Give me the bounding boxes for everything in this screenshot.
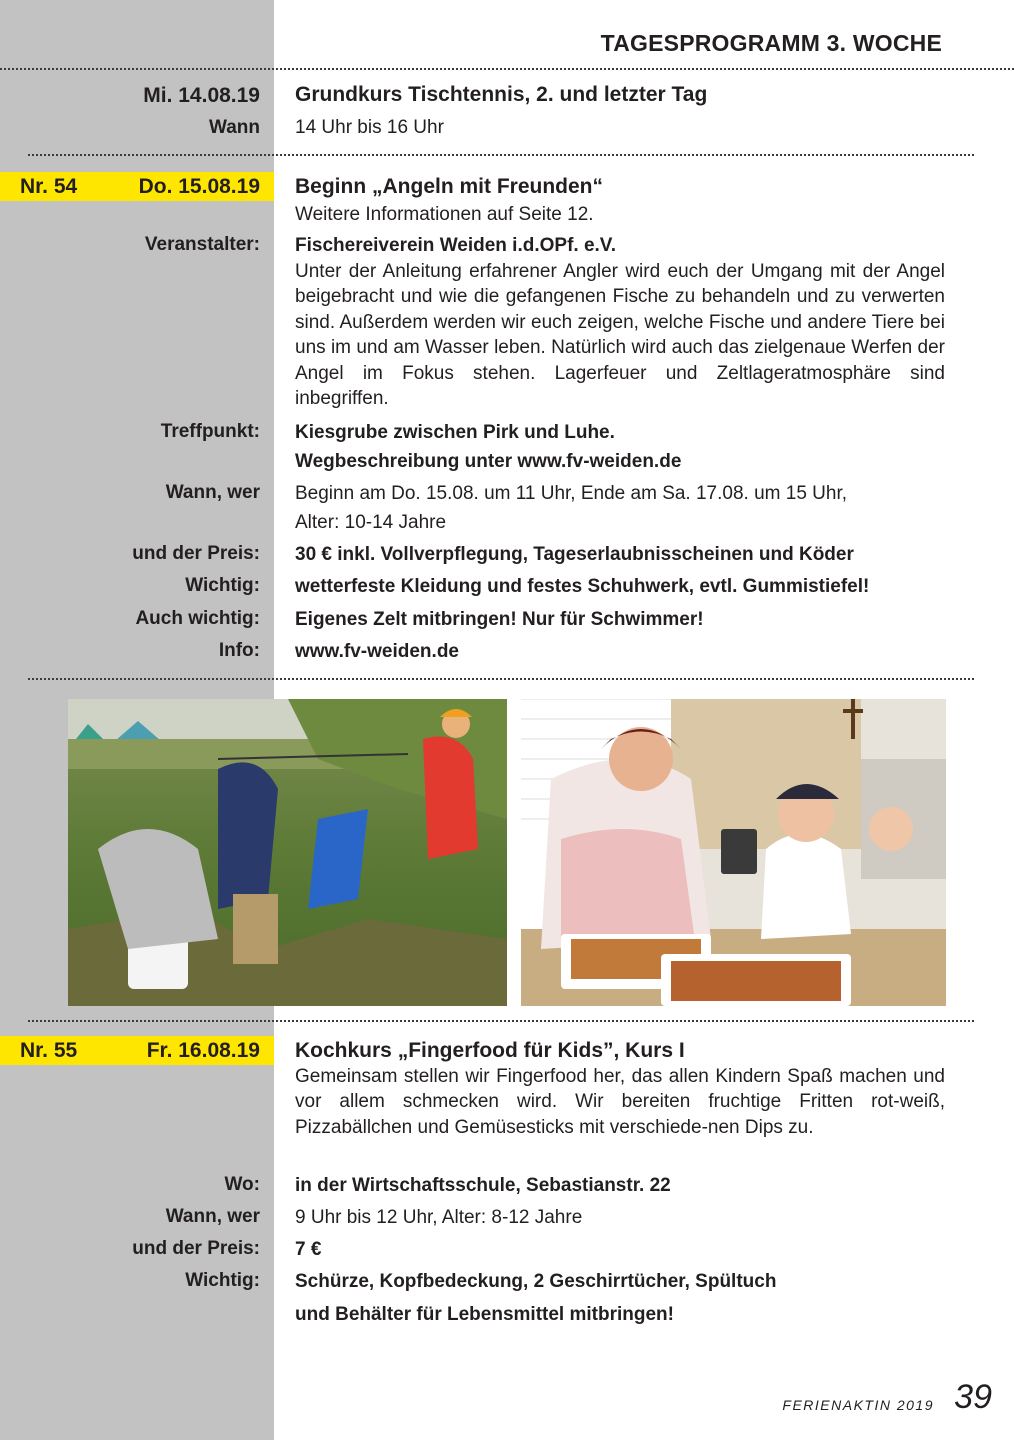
- label-treffpunkt: Treffpunkt:: [160, 421, 260, 442]
- footer-brand: FERIENAKTIN 2019: [782, 1397, 934, 1413]
- value-treffpunkt-line2: Wegbeschreibung unter www.fv-weiden.de: [295, 451, 682, 472]
- divider: [28, 1020, 974, 1022]
- value-wann-line2: Alter: 10-14 Jahre: [295, 512, 447, 533]
- label-wann-wer: Wann, wer: [165, 1206, 260, 1227]
- label-preis: und der Preis:: [132, 1238, 260, 1259]
- value-wichtig: wetterfeste Kleidung und festes Schuhwerk, evtl. Gummistiefel!: [295, 576, 870, 597]
- value-auch-wichtig: Eigenes Zelt mitbringen! Nur für Schwimmer!: [295, 609, 704, 630]
- value-info: www.fv-weiden.de: [295, 641, 459, 662]
- event-date: Fr. 16.08.19: [146, 1039, 260, 1062]
- label-preis: und der Preis:: [132, 543, 260, 564]
- value-veranstalter: Fischereiverein Weiden i.d.OPf. e.V.: [295, 235, 617, 256]
- label-wann-wer: Wann, wer: [165, 482, 260, 503]
- divider: [0, 68, 1014, 70]
- label-wann: Wann: [208, 117, 260, 138]
- divider: [28, 154, 974, 156]
- value-wichtig-line1: Schürze, Kopfbedeckung, 2 Geschirrtücher, Spültuch: [295, 1271, 777, 1292]
- value-wann-line1: Beginn am Do. 15.08. um 11 Uhr, Ende am Sa. 17.08. um 15 Uhr,: [295, 483, 848, 504]
- event-title: Beginn „Angeln mit Freunden“: [295, 175, 603, 198]
- event-title: Grundkurs Tischtennis, 2. und letzter Tag: [295, 83, 708, 106]
- label-auch-wichtig: Auch wichtig:: [135, 608, 260, 629]
- label-wichtig: Wichtig:: [185, 575, 260, 596]
- page-number: 39: [954, 1378, 992, 1416]
- value-preis: 30 € inkl. Vollverpflegung, Tageserlaubnisscheinen und Köder: [295, 544, 854, 565]
- value-wann: 9 Uhr bis 12 Uhr, Alter: 8-12 Jahre: [295, 1207, 583, 1228]
- event-number: Nr. 54: [20, 175, 78, 198]
- page-title: TAGESPROGRAMM 3. WOCHE: [600, 30, 942, 56]
- cooking-photo: [521, 699, 946, 1006]
- event-date: Mi. 14.08.19: [143, 84, 260, 107]
- event-number: Nr. 55: [20, 1039, 78, 1062]
- label-veranstalter: Veranstalter:: [144, 234, 260, 255]
- fishing-photo: [68, 699, 507, 1006]
- event-date: Do. 15.08.19: [138, 175, 260, 198]
- label-info: Info:: [218, 640, 260, 661]
- divider: [28, 678, 974, 680]
- value-preis: 7 €: [295, 1239, 322, 1260]
- value-treffpunkt-line1: Kiesgrube zwischen Pirk und Luhe.: [295, 422, 615, 443]
- event-description: Gemeinsam stellen wir Fingerfood her, das allen Kindern Spaß machen und vor allem schmecken wird. Wir bereiten fruchtige Fritten rot-weiß, Pizzabällchen und Gemüsesticks mit verschiede-nen Dips zu.: [295, 1066, 945, 1138]
- value-wo: in der Wirtschaftsschule, Sebastianstr. 22: [295, 1175, 671, 1196]
- event-description: Unter der Anleitung erfahrener Angler wird euch der Umgang mit der Angel beigebracht und wie die gefangenen Fische zu behandeln und zu verwerten sind. Außerdem werden wir euch zeigen, welche Fische und andere Tiere bei uns im und am Wasser leben. Natürlich wird auch das zielgenaue Werfen der Angel im Fokus stehen. Lagerfeuer und Zeltlageratmosphäre sind inbegriffen.: [295, 261, 945, 410]
- value-wichtig-line2: und Behälter für Lebensmittel mitbringen!: [295, 1304, 674, 1325]
- label-wichtig: Wichtig:: [185, 1270, 260, 1291]
- value-wann: 14 Uhr bis 16 Uhr: [295, 117, 444, 138]
- event-subtitle: Weitere Informationen auf Seite 12.: [295, 204, 594, 225]
- event-title: Kochkurs „Fingerfood für Kids”, Kurs I: [295, 1039, 685, 1062]
- label-wo: Wo:: [224, 1174, 260, 1195]
